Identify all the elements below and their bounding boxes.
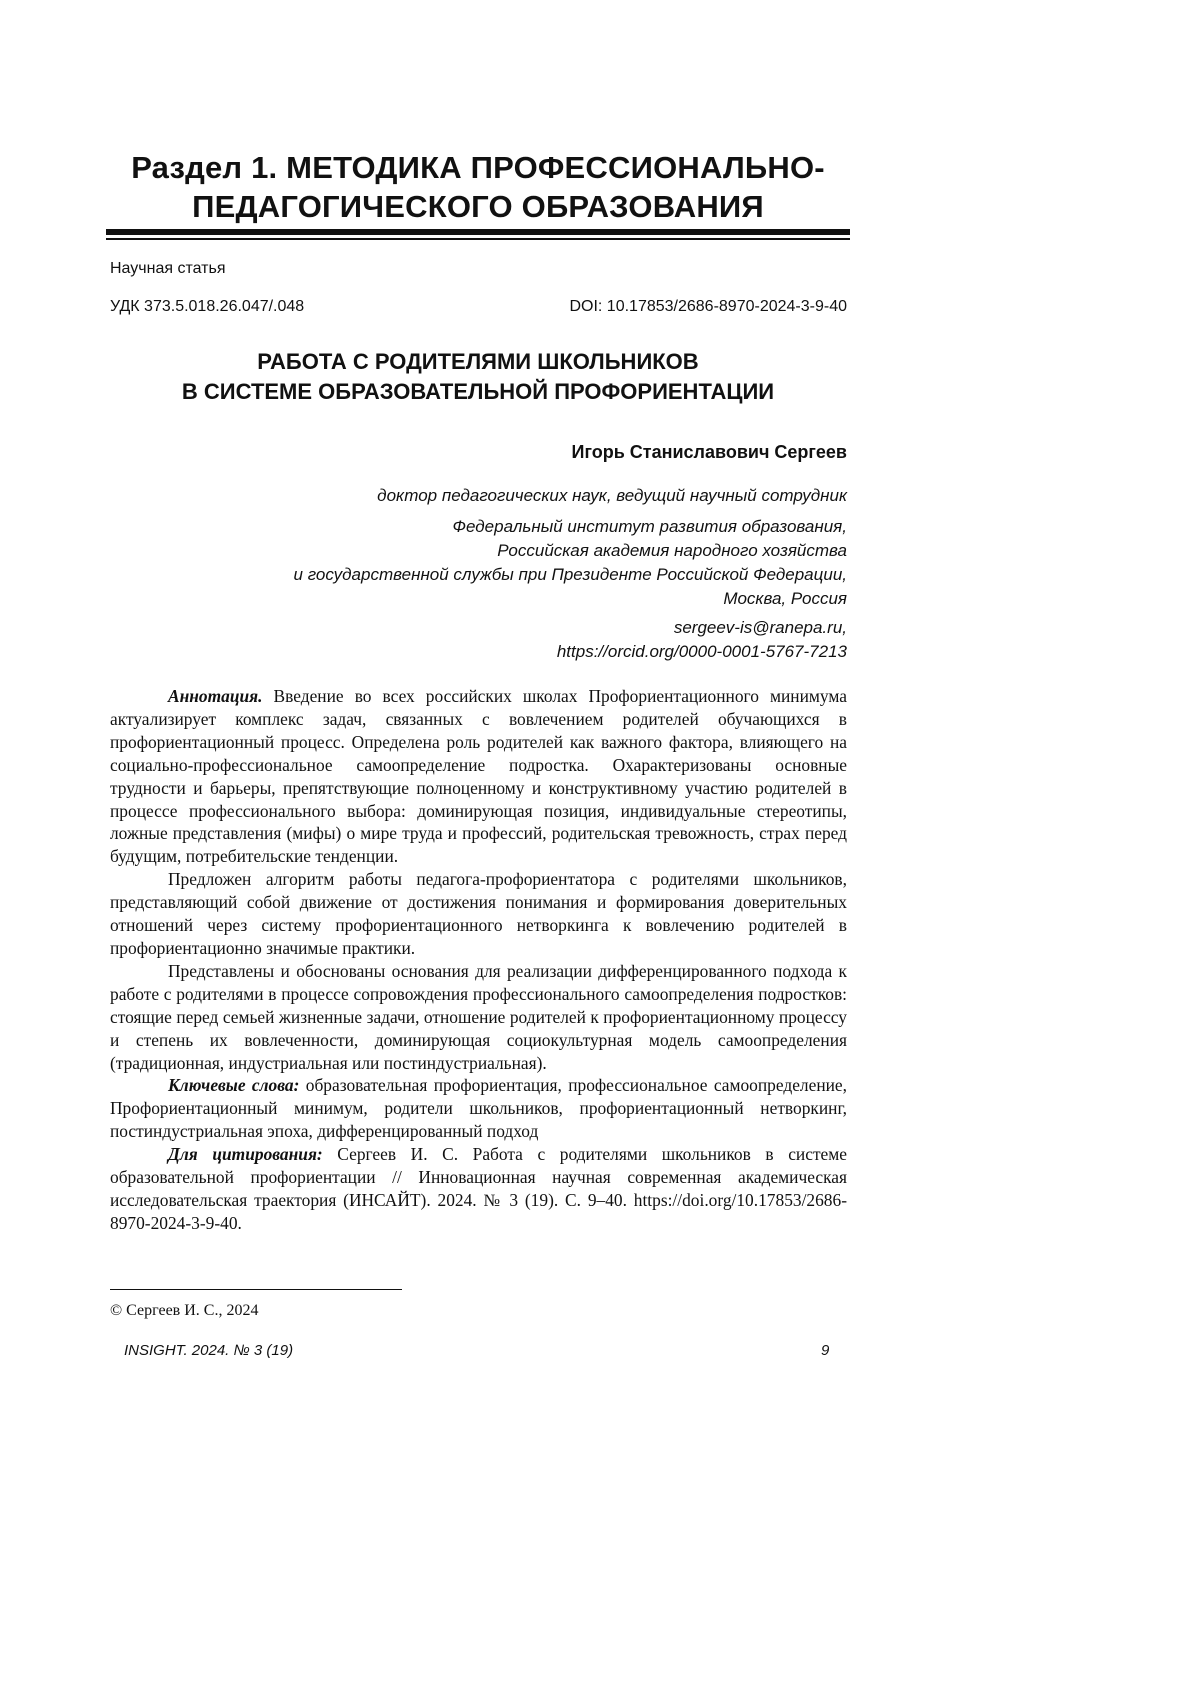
author-email[interactable]: sergeev-is@ranepa.ru, xyxy=(673,618,847,637)
author-orcid-link[interactable]: https://orcid.org/0000-0001-5767-7213 xyxy=(556,642,847,661)
abstract-paragraph-3: Представлены и обоснованы основания для реализации дифференцированного подхода к работе с родителями в процессе сопровождения профессионального самоопределения подростков: стоящие перед семьей жизненные задачи, отношение родителей к профориентационному процессу и степень их вовлеченности, доминирующая социокультурная модель самоопределения (традиционная, индустриальная или постиндустриальная). xyxy=(110,960,847,1073)
author-degree: доктор педагогических наук, ведущий научный сотрудник xyxy=(377,486,847,505)
abstract-paragraph-1 xyxy=(110,685,847,868)
doi: DOI: 10.17853/2686-8970-2024-3-9-40 xyxy=(569,298,847,315)
udk-code: УДК 373.5.018.26.047/.048 xyxy=(110,298,305,315)
section-title-line-1: Раздел 1. МЕТОДИКА ПРОФЕССИОНАЛЬНО- xyxy=(131,150,825,185)
footnote-divider xyxy=(110,1289,402,1290)
article-type: Научная статья xyxy=(110,260,226,277)
section-title-line-2: ПЕДАГОГИЧЕСКОГО ОБРАЗОВАНИЯ xyxy=(192,189,764,224)
article-title xyxy=(108,347,848,407)
section-title xyxy=(108,148,848,226)
abstract-label: Аннотация. xyxy=(168,686,263,706)
copyright-notice: © Сергеев И. С., 2024 xyxy=(110,1302,259,1319)
page-number: 9 xyxy=(821,1342,830,1359)
affiliation-line: и государственной службы при Президенте Российской Федерации, xyxy=(293,565,847,584)
article-title-line-2: В СИСТЕМЕ ОБРАЗОВАТЕЛЬНОЙ ПРОФОРИЕНТАЦИИ xyxy=(181,379,775,404)
affiliation-line: Российская академия народного хозяйства xyxy=(497,541,847,560)
affiliation-line: Федеральный институт развития образования, xyxy=(452,517,847,536)
abstract-text-1: Введение во всех российских школах Профориентационного минимума актуализирует комплекс задач, связанных с вовлечением родителей обучающихся в профориентационный процесс. Определена роль родителей как важного фактора, влияющего на социально-профессиональное самоопределение подростка. Охарактеризованы основные трудности и барьеры, препятствующие полноценному и конструктивному участию родителей в процессе профессионального выбора: доминирующая позиция, индивидуальные стереотипы, ложные представления (мифы) о мире труда и профессий, родительская тревожность, страх перед будущим, потребительские тенденции. xyxy=(110,686,847,867)
section-divider-thin xyxy=(106,238,850,240)
keywords-label: Ключевые слова: xyxy=(168,1075,300,1096)
section-divider-thick xyxy=(106,229,850,235)
citation-paragraph xyxy=(110,1143,847,1235)
citation-label: Для цитирования: xyxy=(168,1144,323,1165)
article-title-line-1: РАБОТА С РОДИТЕЛЯМИ ШКОЛЬНИКОВ xyxy=(257,349,699,374)
abstract-paragraph-2: Предложен алгоритм работы педагога-профориентатора с родителями школьников, представляющий собой движение от достижения понимания и формирования доверительных отношений через систему профориентационного нетворкинга к вовлечению родителей в профориентационно значимые практики. xyxy=(110,869,847,958)
article-front-matter xyxy=(110,685,847,1235)
affiliation-line: Москва, Россия xyxy=(723,589,847,608)
author-contacts xyxy=(147,616,847,664)
journal-footer: INSIGHT. 2024. № 3 (19) xyxy=(124,1342,294,1359)
citation-text: Сергеев И. С. Работа с родителями школьников в системе образовательной профориентации // Инновационная научная современная академическая исследовательская траектория (ИНСАЙТ). 2024. № 3 (19). С. 9–40. https://doi.org/10.17853/2686-8970-2024-3-9-40. xyxy=(110,1144,847,1233)
author-affiliation xyxy=(147,515,847,611)
keywords-paragraph xyxy=(110,1074,847,1143)
author-name: Игорь Станиславович Сергеев xyxy=(571,442,847,462)
keywords-text: образовательная профориентация, профессиональное самоопределение, Профориентационный минимум, родители школьников, профориентационный нетворкинг, постиндустриальная эпоха, дифференцированный подход xyxy=(110,1075,847,1142)
